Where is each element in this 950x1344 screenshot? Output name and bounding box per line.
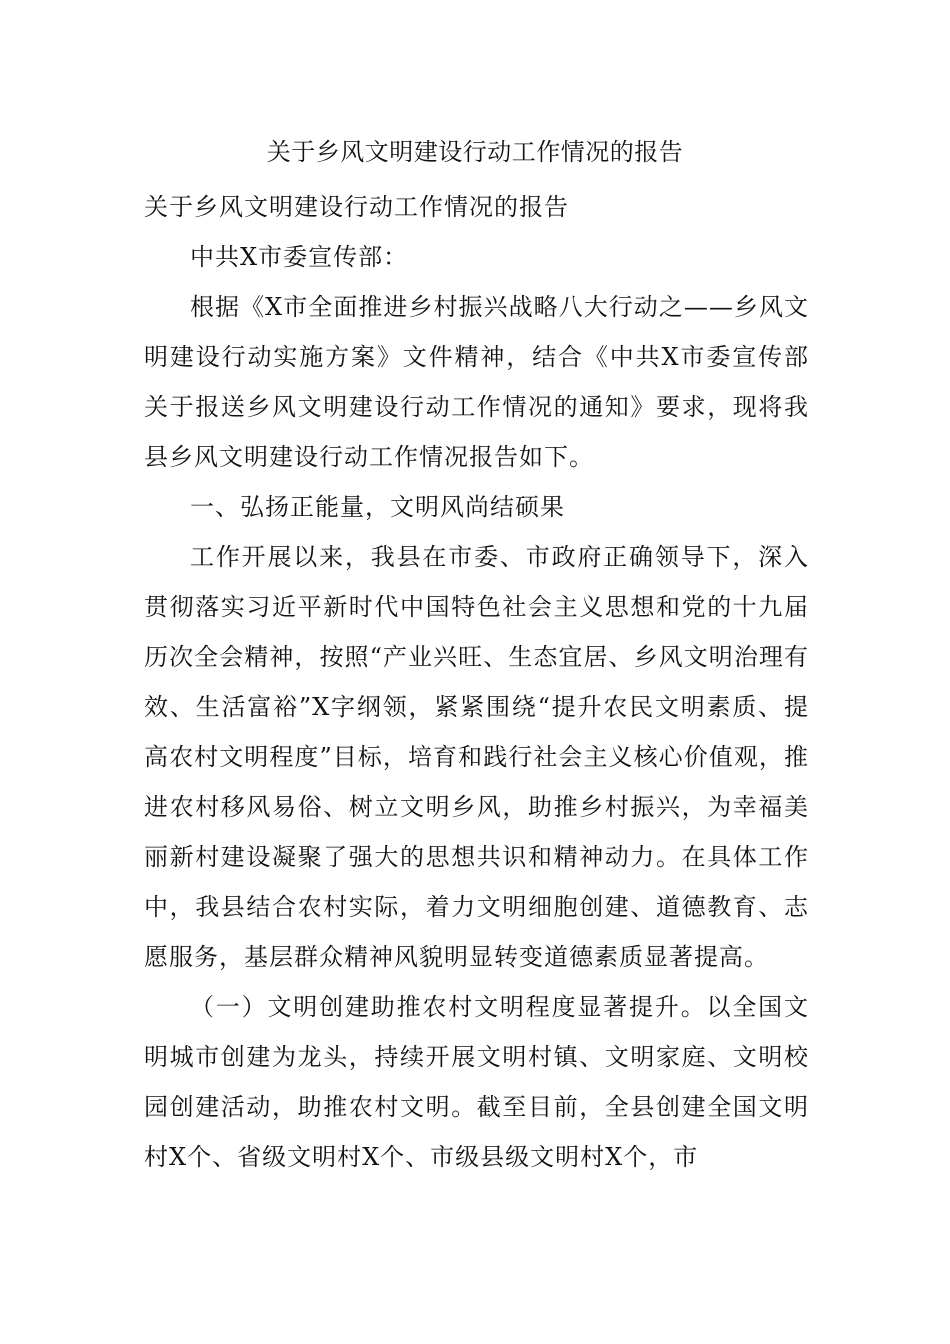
paragraph-civilization-creation: （一）文明创建助推农村文明程度显著提升。以全国文明城市创建为龙头，持续开展文明村镇、文明家庭、文明校园创建活动，助推农村文明。截至目前，全县创建全国文明村X个、省级文明村X个、市级县级文明村X个，市	[144, 993, 809, 1171]
document-subtitle: 关于乡风文明建设行动工作情况的报告	[144, 193, 569, 221]
section-heading-1: 一、弘扬正能量，文明风尚结硕果	[190, 493, 565, 521]
document-title: 关于乡风文明建设行动工作情况的报告	[266, 138, 684, 166]
paragraph-work-overview: 工作开展以来，我县在市委、市政府正确领导下，深入贯彻落实习近平新时代中国特色社会主义思想和党的十九届历次全会精神，按照“产业兴旺、生态宜居、乡风文明治理有效、生活富裕”X字纲领，紧紧围绕“提升农民文明素质、提高农村文明程度”目标，培育和践行社会主义核心价值观，推进农村移风易俗、树立文明乡风，助推乡村振兴，为幸福美丽新村建设凝聚了强大的思想共识和精神动力。在具体工作中，我县结合农村实际，着力文明细胞创建、道德教育、志愿服务，基层群众精神风貌明显转变道德素质显著提高。	[144, 543, 809, 971]
document-body	[144, 182, 809, 1182]
salutation: 中共X市委宣传部：	[190, 243, 409, 271]
paragraph-intro: 根据《X市全面推进乡村振兴战略八大行动之——乡风文明建设行动实施方案》文件精神，结合《中共X市委宣传部关于报送乡风文明建设行动工作情况的通知》要求，现将我县乡风文明建设行动工作情况报告如下。	[144, 293, 809, 471]
